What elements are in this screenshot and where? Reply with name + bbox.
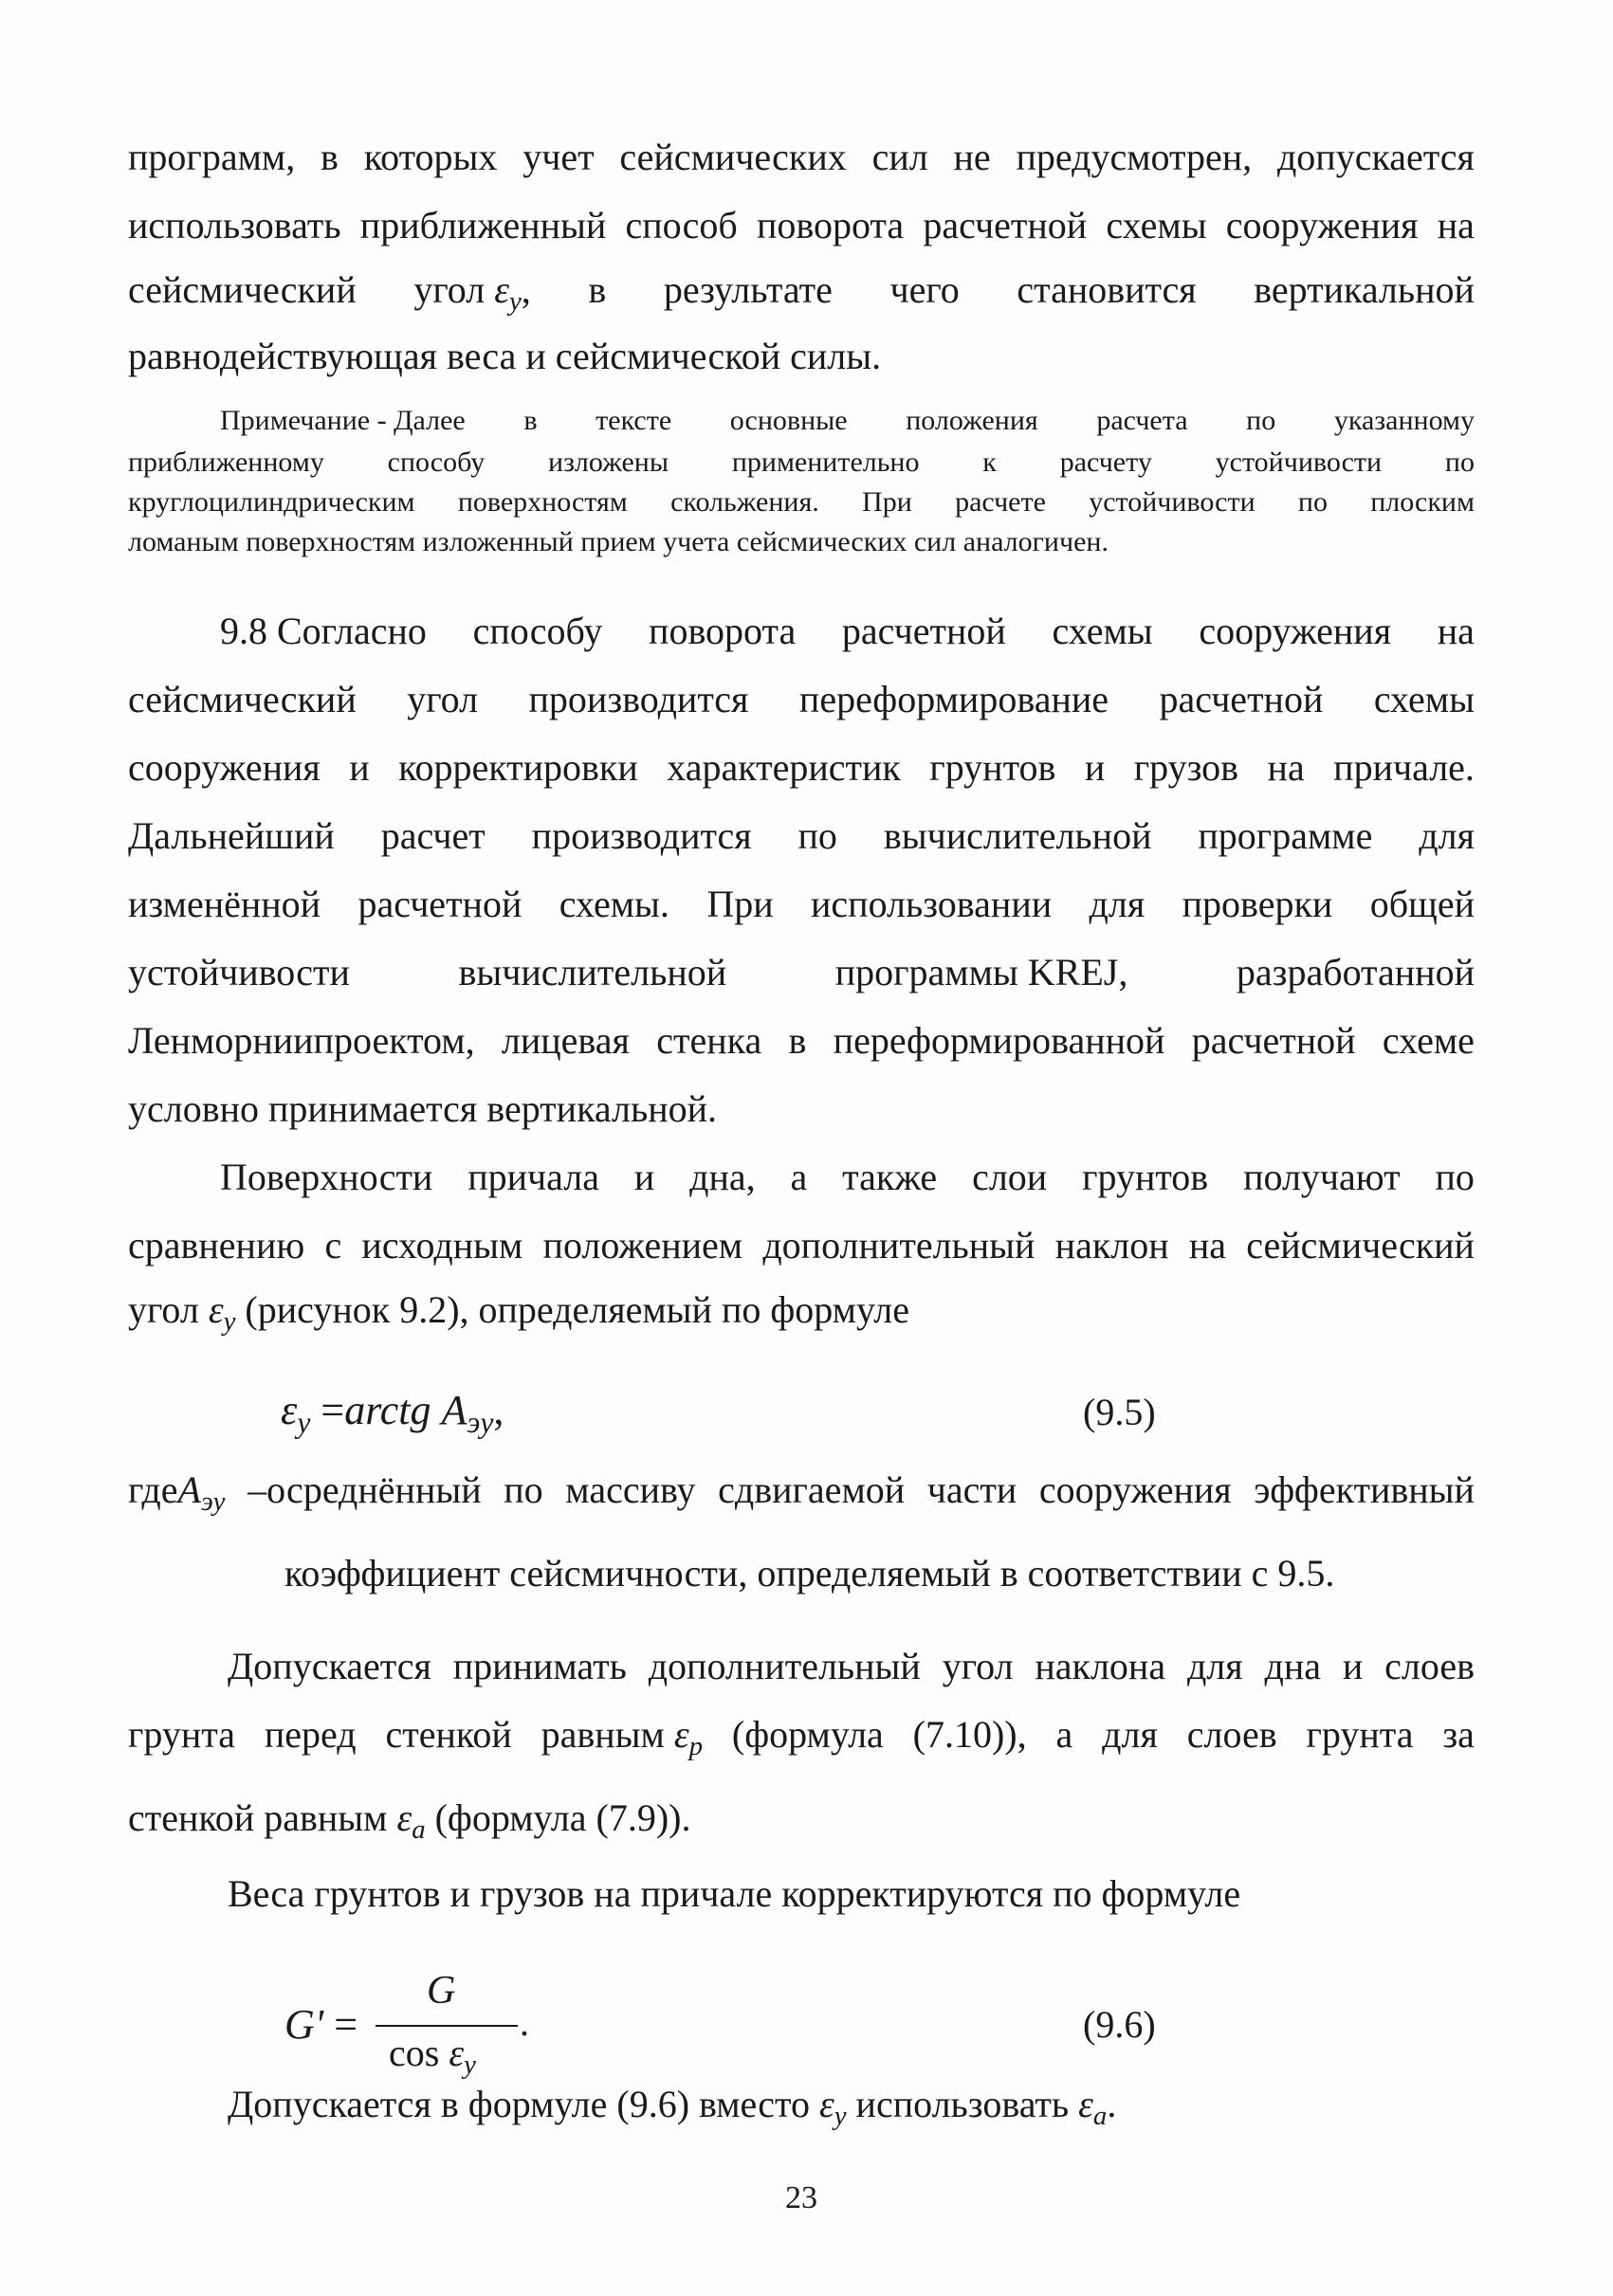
text-line: Поверхности причала и дна, а также слои грунтов получают по [220,1156,1475,1198]
equation-number: (9.6) [1083,2003,1156,2046]
word: схемы [1106,204,1207,246]
word: угол $\varepsilon_y$, [413,268,531,318]
word: предусмотрен, [1016,136,1253,178]
page-number: 23 [785,2180,817,2215]
text-line: условно принимается вертикальной. [128,1087,718,1130]
fraction-bar [376,2025,518,2027]
text-line: коэффициент сейсмичности, определяемый в соответствии с 9.5. [284,1552,1335,1594]
word: способ [625,204,738,246]
text-line: Допускается принимать дополнительный угол наклона для дна и слоев [228,1645,1475,1687]
formula-9-6-lhs: G' = [284,2001,358,2048]
word: сейсмических [619,136,847,178]
text-line [128,267,1475,324]
word: допускается [1276,136,1475,178]
word: чего [889,268,960,311]
text-line [128,135,1475,180]
word: которых [363,136,498,178]
text-line [128,203,1475,248]
text-line: стенкой равным $\varepsilon_a$ (формула (7.9)). [128,1796,691,1846]
text-line: сейсмический угол производится переформирование расчетной схемы [128,678,1475,720]
word: на [1437,204,1475,246]
text-line: сравнению с исходным положением дополнительный наклон на сейсмический [128,1224,1475,1266]
word: вертикальной [1254,268,1475,311]
text-line: грунта перед стенкой равным $\varepsilon_p$ (формула (7.10)), а для слоев грунта за [128,1713,1475,1762]
fraction-denominator: $\cos \varepsilon_y$ [389,2032,476,2081]
text-line: Ленморниипроектом, лицевая стенка в переформированной расчетной схеме [128,1019,1475,1062]
epsilon-symbol: ε [494,268,509,311]
epsilon-symbol: ε [208,1288,224,1331]
text-line: изменённой расчетной схемы. При использовании для проверки общей [128,883,1475,925]
word: сил [871,136,928,178]
text-line: сооружения и корректировки характеристик грунтов и грузов на причале. [128,746,1475,789]
formula-dot: . [520,2001,529,2044]
word: сооружения [1225,204,1419,246]
text-line: Веса грунтов и грузов на причале корректируются по формуле [228,1872,1241,1915]
text-line: 9.8 Согласно способу поворота расчетной схемы сооружения на [220,610,1475,652]
word: расчетной [923,204,1088,246]
word: не [953,136,991,178]
note-line: Примечание - Далее в тексте основные положения расчета по указанному [220,405,1475,436]
word: использовать [128,204,341,246]
formula-9-5: $\varepsilon_y$ =arctg $A_{эу}$, [281,1387,504,1439]
note-line: приближенному способу изложены применительно к расчету устойчивости по [128,446,1475,478]
word: в [588,268,607,311]
word: поворота [756,204,905,246]
note-line: круглоцилиндрическим поверхностям скольжения. При расчете устойчивости по плоским [128,486,1475,518]
word: приближенный [359,204,607,246]
equation-number: (9.5) [1083,1391,1156,1433]
text-line: гдеA$_{эу}$ –осреднённый по массиву сдвигаемой части сооружения эффективный [128,1468,1475,1518]
word: в [321,136,339,178]
text-line: Дальнейший расчет производится по вычислительной программе для [128,814,1475,857]
text-line: устойчивости вычислительной программы KREJ, разработанной [128,951,1475,993]
text-line: Допускается в формуле (9.6) вместо $\varepsilon_y$ использовать $\varepsilon_a$. [228,2083,1117,2132]
word: программ, [128,136,296,178]
fraction-numerator: G [427,1969,456,2013]
text-line: угол $\varepsilon_y$ (рисунок 9.2), определяемый по формуле [128,1288,909,1338]
word: сейсмический [128,268,357,311]
note-line: ломаным поверхностям изложенный прием учета сейсмических сил аналогичен. [128,526,1109,557]
word: результате [663,268,833,311]
text-line: равнодействующая веса и сейсмической силы. [128,335,882,377]
word: становится [1017,268,1197,311]
word: учет [522,136,595,178]
